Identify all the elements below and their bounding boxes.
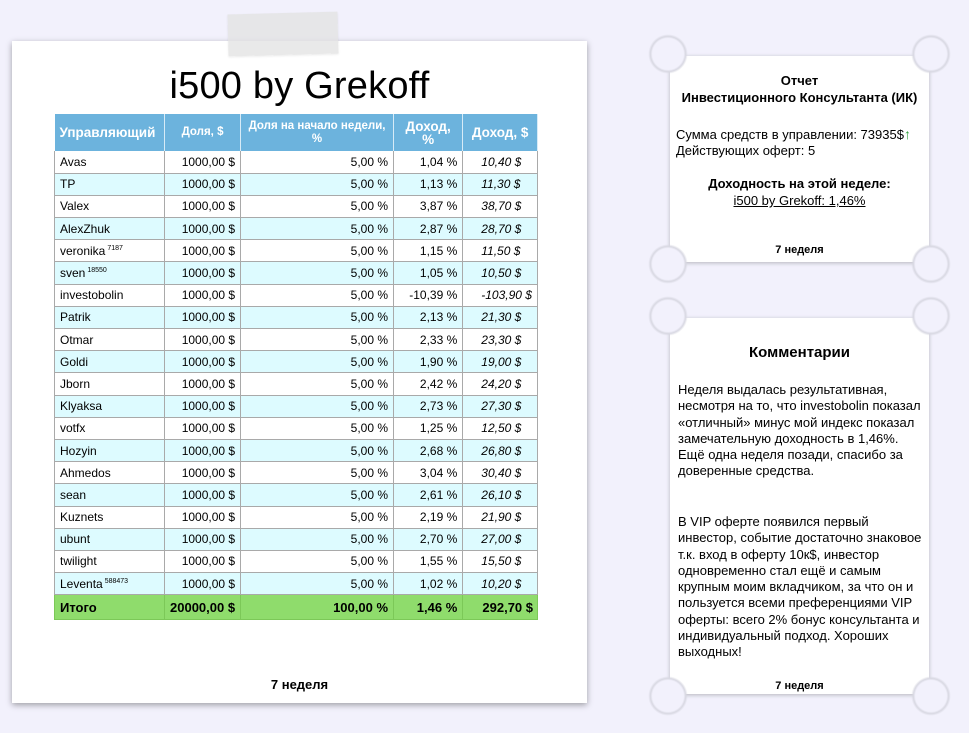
income-usd-cell: -103,90 $ (463, 284, 538, 306)
manager-name-text: TP (60, 177, 76, 192)
table-row (55, 218, 538, 240)
manager-name (55, 506, 165, 528)
share-cell: 1000,00 $ (165, 173, 241, 195)
start-share-cell: 5,00 % (241, 195, 394, 217)
assets-line (676, 126, 911, 143)
total-income-pct: 1,46 % (394, 595, 463, 620)
start-share-cell: 5,00 % (241, 173, 394, 195)
income-usd-cell: 11,30 $ (463, 173, 538, 195)
table-row (55, 484, 538, 506)
col-header-income-pct: Доход, % (394, 114, 463, 151)
table-header-row (55, 114, 538, 151)
income-pct-cell: 2,73 % (394, 395, 463, 417)
table-row (55, 240, 538, 262)
manager-name (55, 439, 165, 461)
start-share-cell: 5,00 % (241, 439, 394, 461)
income-pct-cell: 1,90 % (394, 351, 463, 373)
manager-name-text: Klyaksa (60, 399, 103, 414)
income-usd-cell: 38,70 $ (463, 195, 538, 217)
table-row (55, 395, 538, 417)
income-usd-cell: 23,30 $ (463, 329, 538, 351)
income-usd-cell: 30,40 $ (463, 462, 538, 484)
tape-decoration (227, 12, 338, 57)
share-cell: 1000,00 $ (165, 240, 241, 262)
comments-week-label: 7 неделя (775, 680, 824, 692)
share-cell: 1000,00 $ (165, 484, 241, 506)
start-share-cell: 5,00 % (241, 351, 394, 373)
manager-name-text: Avas (60, 154, 87, 169)
manager-name (55, 373, 165, 395)
share-cell: 1000,00 $ (165, 528, 241, 550)
table-row (55, 173, 538, 195)
share-cell: 1000,00 $ (165, 262, 241, 284)
start-share-cell: 5,00 % (241, 550, 394, 572)
manager-name-text: ubunt (60, 532, 91, 547)
manager-name (55, 395, 165, 417)
income-pct-cell: 1,25 % (394, 417, 463, 439)
start-share-cell: 5,00 % (241, 373, 394, 395)
share-cell: 1000,00 $ (165, 306, 241, 328)
income-usd-cell: 27,30 $ (463, 395, 538, 417)
share-cell: 1000,00 $ (165, 439, 241, 461)
table-row (55, 417, 538, 439)
share-cell: 1000,00 $ (165, 462, 241, 484)
total-income-usd: 292,70 $ (463, 595, 538, 620)
manager-name (55, 262, 165, 284)
income-pct-cell: 3,87 % (394, 195, 463, 217)
start-share-cell: 5,00 % (241, 395, 394, 417)
start-share-cell: 5,00 % (241, 262, 394, 284)
sheet-title: i500 by Grekoff (169, 65, 430, 107)
start-share-cell: 5,00 % (241, 484, 394, 506)
report-title-line1: Отчет (780, 73, 819, 88)
assets-label: Сумма средств в управлении: 73935$ (676, 127, 904, 142)
income-usd-cell: 10,40 $ (463, 151, 538, 173)
week-performance-link[interactable]: i500 by Grekoff: 1,46% (733, 193, 866, 208)
manager-name-text: Ahmedos (60, 465, 111, 480)
share-cell: 1000,00 $ (165, 573, 241, 595)
table-row (55, 573, 538, 595)
manager-name (55, 417, 165, 439)
share-cell: 1000,00 $ (165, 395, 241, 417)
manager-name-text: Jborn (60, 376, 91, 391)
report-week-label: 7 неделя (775, 244, 824, 256)
income-pct-cell: 1,04 % (394, 151, 463, 173)
manager-name-text: Kuznets (60, 510, 104, 525)
share-cell: 1000,00 $ (165, 329, 241, 351)
manager-name (55, 550, 165, 572)
comments-card (670, 318, 929, 694)
share-cell: 1000,00 $ (165, 417, 241, 439)
income-usd-cell: 10,20 $ (463, 573, 538, 595)
share-cell: 1000,00 $ (165, 195, 241, 217)
share-cell: 1000,00 $ (165, 151, 241, 173)
income-usd-cell: 19,00 $ (463, 351, 538, 373)
share-cell: 1000,00 $ (165, 284, 241, 306)
table-row (55, 284, 538, 306)
total-row (55, 595, 538, 620)
manager-name-text: Otmar (60, 332, 94, 347)
start-share-cell: 5,00 % (241, 462, 394, 484)
income-pct-cell: 1,05 % (394, 262, 463, 284)
start-share-cell: 5,00 % (241, 284, 394, 306)
manager-name (55, 284, 165, 306)
income-pct-cell: 2,61 % (394, 484, 463, 506)
manager-name (55, 573, 165, 595)
table-row (55, 151, 538, 173)
income-pct-cell: 3,04 % (394, 462, 463, 484)
table-row (55, 462, 538, 484)
income-pct-cell: 1,55 % (394, 550, 463, 572)
manager-name-text: Patrik (60, 310, 91, 325)
manager-name-text: Hozyin (60, 443, 97, 458)
up-arrow-icon: ↑ (903, 126, 911, 142)
income-pct-cell: 2,87 % (394, 218, 463, 240)
share-cell: 1000,00 $ (165, 351, 241, 373)
manager-name (55, 351, 165, 373)
manager-name (55, 173, 165, 195)
income-usd-cell: 24,20 $ (463, 373, 538, 395)
manager-name-text: investobolin (60, 288, 124, 303)
col-header-income-usd: Доход, $ (463, 114, 538, 151)
sheet-week-label: 7 неделя (270, 677, 329, 692)
share-cell: 1000,00 $ (165, 550, 241, 572)
manager-name (55, 195, 165, 217)
manager-id-badge: 7187 (107, 244, 123, 252)
manager-name-text: veronika (60, 243, 106, 258)
income-usd-cell: 12,50 $ (463, 417, 538, 439)
report-card (670, 56, 929, 262)
income-usd-cell: 28,70 $ (463, 218, 538, 240)
table-row (55, 351, 538, 373)
managers-table (54, 114, 538, 620)
income-usd-cell: 10,50 $ (463, 262, 538, 284)
manager-name (55, 306, 165, 328)
income-pct-cell: 2,13 % (394, 306, 463, 328)
total-share: 20000,00 $ (165, 595, 241, 620)
income-pct-cell: 2,42 % (394, 373, 463, 395)
manager-name-text: Leventa (60, 576, 103, 591)
table-row (55, 195, 538, 217)
income-usd-cell: 21,90 $ (463, 506, 538, 528)
total-label: Итого (55, 595, 165, 620)
income-pct-cell: 2,33 % (394, 329, 463, 351)
col-header-start-share: Доля на начало недели, % (241, 114, 394, 151)
start-share-cell: 5,00 % (241, 506, 394, 528)
start-share-cell: 5,00 % (241, 329, 394, 351)
start-share-cell: 5,00 % (241, 218, 394, 240)
comments-paragraph-2: В VIP оферте появился первый инвестор, событие достаточно знаковое т.к. вход в оферту 10к$, инвестор одновременно стал ещё и самым крупным моим вкладчиком, за что он и пользуется всеми преференциями VIP оферты: всего 2% бонус консультанта и индивидуальный подход. Хороших выходных! (678, 514, 922, 660)
income-usd-cell: 21,30 $ (463, 306, 538, 328)
income-pct-cell: 2,70 % (394, 528, 463, 550)
manager-id-badge: 588473 (104, 577, 129, 585)
manager-name-text: sean (60, 487, 87, 502)
manager-name-text: Goldi (60, 354, 89, 369)
table-row (55, 550, 538, 572)
income-pct-cell: 1,15 % (394, 240, 463, 262)
income-usd-cell: 27,00 $ (463, 528, 538, 550)
col-header-manager: Управляющий (55, 114, 165, 151)
manager-name (55, 329, 165, 351)
comments-paragraph-1: Неделя выдалась результативная, несмотря на то, что investobolin показал «отличный» минус мой индекс показал замечательную доходность в 1,46%. Ещё одна неделя позади, спасибо за доверенные средства. (678, 382, 921, 479)
table-row (55, 306, 538, 328)
table-row (55, 528, 538, 550)
comments-title: Комментарии (748, 344, 850, 361)
income-usd-cell: 11,50 $ (463, 240, 538, 262)
col-header-share: Доля, $ (165, 114, 241, 151)
manager-name-text: twilight (60, 554, 97, 569)
manager-name-text: Valex (60, 199, 90, 214)
income-pct-cell: 1,02 % (394, 573, 463, 595)
table-row (55, 262, 538, 284)
start-share-cell: 5,00 % (241, 573, 394, 595)
start-share-cell: 5,00 % (241, 417, 394, 439)
manager-id-badge: 18550 (87, 267, 107, 275)
income-pct-cell: -10,39 % (394, 284, 463, 306)
report-title-line2: Инвестиционного Консультанта (ИК) (681, 90, 918, 105)
table-row (55, 506, 538, 528)
manager-name (55, 462, 165, 484)
start-share-cell: 5,00 % (241, 306, 394, 328)
week-performance-title: Доходность на этой неделе: (708, 176, 891, 191)
manager-name (55, 528, 165, 550)
share-cell: 1000,00 $ (165, 506, 241, 528)
income-usd-cell: 26,10 $ (463, 484, 538, 506)
table-row (55, 329, 538, 351)
manager-name-text: sven (60, 266, 86, 281)
total-start-share: 100,00 % (241, 595, 394, 620)
manager-name-text: AlexZhuk (60, 221, 111, 236)
manager-name-text: votfx (60, 421, 86, 436)
start-share-cell: 5,00 % (241, 151, 394, 173)
share-cell: 1000,00 $ (165, 218, 241, 240)
start-share-cell: 5,00 % (241, 240, 394, 262)
income-pct-cell: 2,19 % (394, 506, 463, 528)
manager-name (55, 151, 165, 173)
manager-name (55, 484, 165, 506)
manager-name (55, 240, 165, 262)
income-pct-cell: 2,68 % (394, 439, 463, 461)
offers-label: Действующих оферт: 5 (676, 143, 816, 158)
manager-name (55, 218, 165, 240)
income-pct-cell: 1,13 % (394, 173, 463, 195)
table-row (55, 373, 538, 395)
share-cell: 1000,00 $ (165, 373, 241, 395)
start-share-cell: 5,00 % (241, 528, 394, 550)
index-sheet (12, 41, 587, 703)
report-title (670, 72, 929, 106)
table-row (55, 439, 538, 461)
income-usd-cell: 15,50 $ (463, 550, 538, 572)
income-usd-cell: 26,80 $ (463, 439, 538, 461)
